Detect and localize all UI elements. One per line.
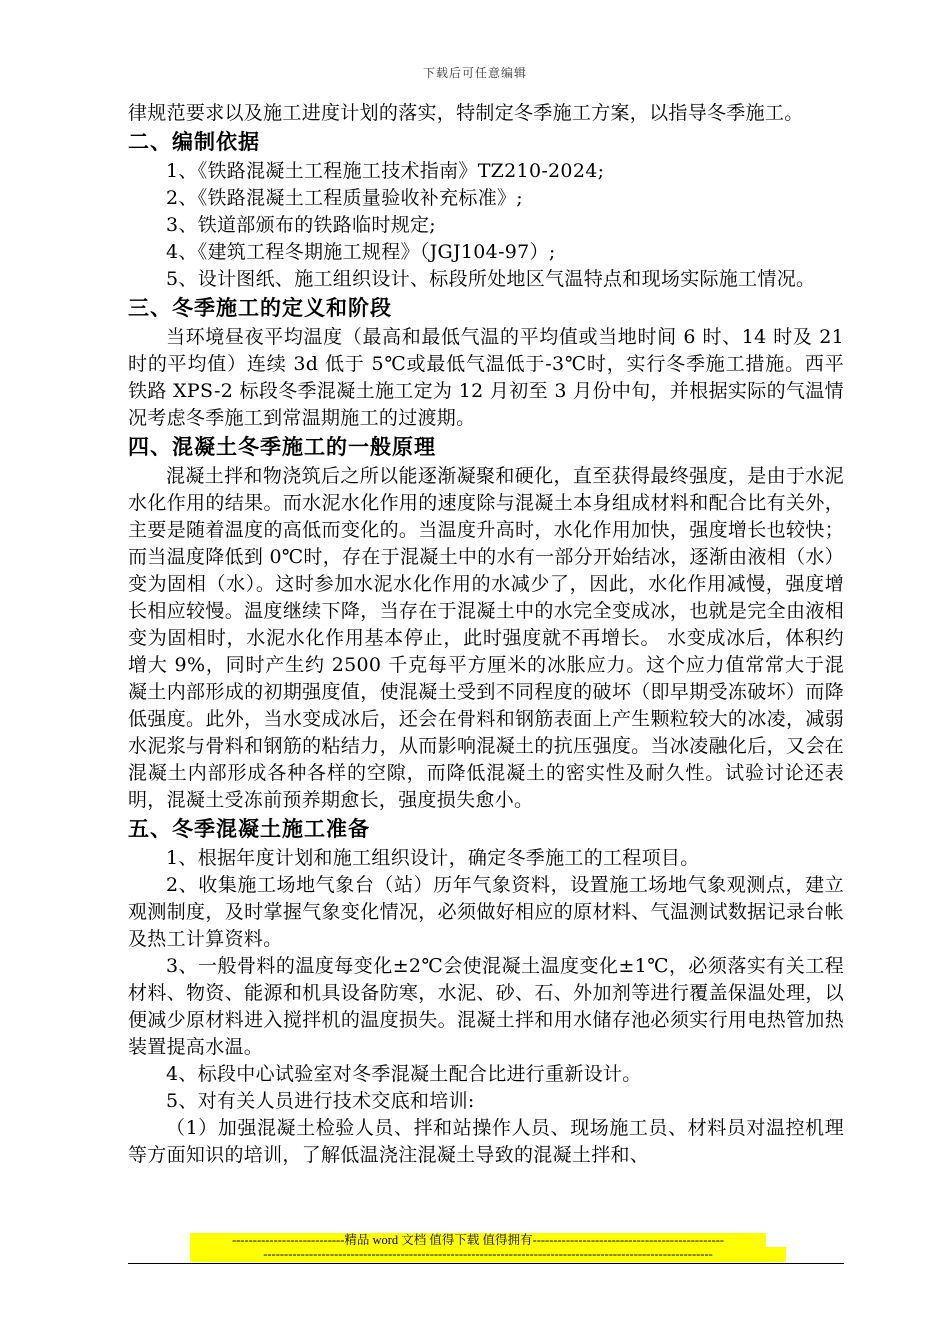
section-heading: 二、编制依据 (128, 130, 260, 154)
footer-banner: ---------------------------精品 word 文档 值得下载 值得拥有---------------------------------------------- (190, 1233, 766, 1248)
body-paragraph: 律规范要求以及施工进度计划的落实，特制定冬季施工方案，以指导冬季施工。 (128, 102, 804, 124)
footer-rule (128, 1263, 844, 1264)
body-paragraph: 1、《铁路混凝土工程施工技术指南》TZ210-2024; (166, 160, 605, 182)
section-heading: 四、混凝土冬季施工的一般原理 (128, 435, 436, 459)
body-paragraph: 5、对有关人员进行技术交底和培训: (166, 1090, 475, 1112)
body-paragraph: 3、铁道部颁布的铁路临时规定; (166, 214, 436, 236)
body-paragraph: 混凝土拌和物浇筑后之所以能逐渐凝聚和硬化，直至获得最终强度，是由于水泥水化作用的结果。而水泥水化作用的速度除与混凝土本身组成材料和配合比有关外，主要是随着温度的高低而变化的。当温度升高时，水化作用加快，强度增长也较快；而当温度降低到 0℃时，存在于混凝土中的水有一部分开始结冰，逐渐由液相（水）变为固相（水）。这时参加水泥水化作用的水减少了，因此，水化作用减慢，强度增长相应较慢。温度继续下降，当存在于混凝土中的水完全变成冰，也就是完全由液相变为固相时，水泥水化作用基本停止，此时强度就不再增长。 水变成冰后，体积约增大 9%，同时产生约 2500 千克每平方厘米的冰胀应力。这个应力值常常大于混凝土内部形成的初期强度值，使混凝土受到不同程度的破坏（即早期受冻破坏）而降低强度。此外，当水变成冰后，还会在骨料和钢筋表面上产生颗粒较大的冰凌，减弱水泥浆与骨料和钢筋的粘结力，从而影响混凝土的抗压强度。当冰凌融化后，又会在混凝土内部形成各种各样的空隙，而降低混凝土的密实性及耐久性。试验讨论还表明，混凝土受冻前预养期愈长，强度损失愈小。 (128, 465, 844, 811)
section-heading: 五、冬季混凝土施工准备 (128, 817, 370, 841)
footer-dash-line: ------------------------------------------------------------------------------------------------------------ (190, 1247, 786, 1262)
body-paragraph: 2、收集施工场地气象台（站）历年气象资料，设置施工场地气象观测点，建立观测制度，及时掌握气象变化情况，必须做好相应的原材料、气温测试数据记录台帐及热工计算资料。 (128, 874, 844, 950)
section-heading: 三、冬季施工的定义和阶段 (128, 296, 392, 320)
document-body (128, 100, 844, 1169)
body-paragraph: 4、标段中心试验室对冬季混凝土配合比进行重新设计。 (166, 1063, 642, 1085)
page-header-note: 下载后可任意编辑 (422, 66, 527, 80)
body-paragraph: 5、设计图纸、施工组织设计、标段所处地区气温特点和现场实际施工情况。 (166, 268, 816, 290)
body-paragraph: 当环境昼夜平均温度（最高和最低气温的平均值或当地时间 6 时、14 时及 21 时的平均值）连续 3d 低于 5℃或最低气温低于-3℃时，实行冬季施工措施。西平铁路 XPS-2 标段冬季混凝土施工定为 12 月初至 3 月份中旬，并根据实际的气温情况考虑冬季施工到常温期施工的过渡期。 (128, 326, 844, 429)
body-paragraph: 2、《铁路混凝土工程质量验收补充标准》; (166, 187, 523, 209)
body-paragraph: （1）加强混凝土检验人员、拌和站操作人员、现场施工员、材料员对温控机理等方面知识的培训，了解低温浇注混凝土导致的混凝土拌和、 (128, 1117, 844, 1166)
body-paragraph: 3、一般骨料的温度每变化±2℃会使混凝土温度变化±1℃，必须落实有关工程材料、物资、能源和机具设备防寒，水泥、砂、石、外加剂等进行覆盖保温处理，以便减少原材料进入搅拌机的温度损失。混凝土拌和用水储存池必须实行用电热管加热装置提高水温。 (128, 955, 844, 1058)
body-paragraph: 4、《建筑工程冬期施工规程》（JGJ104-97）; (166, 241, 556, 263)
body-paragraph: 1、根据年度计划和施工组织设计，确定冬季施工的工程项目。 (166, 847, 700, 869)
